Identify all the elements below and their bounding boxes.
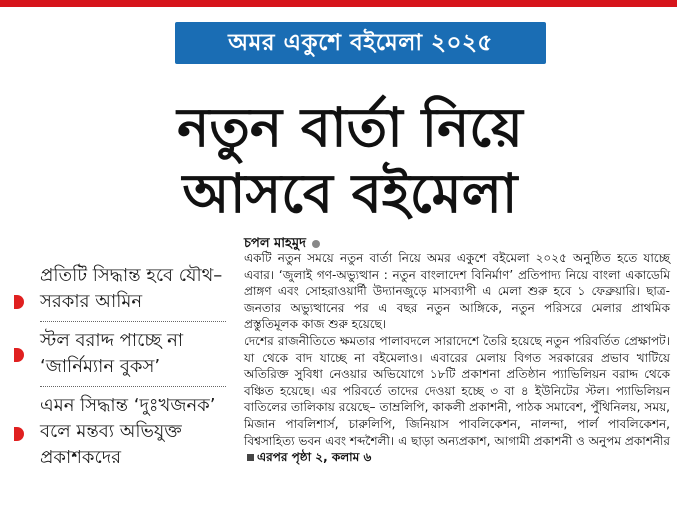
article-paragraph-2-text: দেশের রাজনীতিতে ক্ষমতার পালাবদলে সারাদেশে তৈরি হয়েছে নতুন পরিবর্তিত প্রেক্ষাপট। যা থেকে বাদ যাচ্ছে না বইমেলাও। এবারের মেলায় বিগত সরকারের প্রভাব খাটিয়ে অতিরিক্ত সুবিধা নেওয়ার অভিযোগে ১৮টি প্রকাশনা প্রতিষ্ঠান প্যাভিলিয়ন বরাদ্দ থেকে বঞ্চিত হয়েছে। এর পরিবর্তে তাদের দেওয়া হচ্ছে ৩ বা ৪ ইউনিটের স্টল। প্যাভিলিয়ন বাতিলের তালিকায় রয়েছে– তাম্রলিপি, কাকলী প্রকাশনী, পাঠক সমাবেশ, পুঁথিনিলয়, সময়, মিজান পাবলিশার্স, চারুলিপি, জিনিয়াস পাবলিকেশন, নালন্দা, পার্ল পাবলিকেশন, বিশ্বসাহিত্য ভবন এবং শব্দশৈলী। এ ছাড়া অন্যপ্রকাশ, আগামী প্রকাশনী ও অনুপম প্রকাশনীর (244, 333, 670, 448)
continuation-text: এরপর পৃষ্ঠা ২, কলাম ৬ (257, 450, 372, 465)
related-story-1[interactable] (0, 263, 230, 315)
sidebar-divider (40, 321, 226, 322)
section-banner-text: অমর একুশে বইমেলা ২০২৫ (228, 29, 493, 56)
bullet-marker-icon (14, 295, 24, 309)
sidebar-divider (40, 386, 226, 387)
top-red-rule (0, 0, 677, 7)
section-banner (175, 22, 546, 64)
author-name: চপল মাহমুদ (244, 236, 306, 251)
related-story-1-text: প্রতিটি সিদ্ধান্ত হবে যৌথ– সরকার আমিন (40, 265, 223, 312)
byline-dot-icon (312, 240, 320, 248)
related-stories-sidebar (0, 263, 230, 471)
related-story-2[interactable] (0, 328, 230, 380)
continuation-note[interactable] (244, 450, 371, 464)
headline-line-2: আসবে বইমেলা (182, 162, 518, 225)
related-story-3-text: এমন সিদ্ধান্ত ‘দুঃখজনক’ বলে মন্তব্য অভিযুক্ত প্রকাশকদের (40, 395, 216, 468)
article-paragraph-2 (244, 333, 670, 466)
bullet-marker-icon (14, 427, 24, 441)
related-story-3[interactable] (0, 393, 230, 471)
related-story-2-text: স্টল বরাদ্দ পাচ্ছে না ‘জার্নিম্যান বুকস’ (40, 330, 184, 377)
headline (110, 95, 590, 227)
headline-line-1: নতুন বার্তা নিয়ে (177, 96, 523, 159)
article-paragraph-1: একটি নতুন সময়ে নতুন বার্তা নিয়ে অমর একুশে বইমেলা ২০২৫ অনুষ্ঠিত হতে যাচ্ছে এবার। ‘জুলাই গণ-অভ্যুত্থান : নতুন বাংলাদেশ বিনির্মাণ’ প্রতিপাদ্য নিয়ে বাংলা একাডেমি প্রাঙ্গণ এবং সোহরাওয়ার্দী উদ্যানজুড়ে মাসব্যাপী এ মেলা শুরু হবে ১ ফেব্রুয়ারি। ছাত্র-জনতার অভ্যুত্থানের পর এ বছর নতুন আঙ্গিকে, নতুন পরিসরে মেলার প্রাথমিক প্রস্তুতিমূলক কাজ শুরু হয়েছে। (244, 251, 670, 332)
square-marker-icon (247, 454, 254, 461)
bullet-marker-icon (14, 348, 24, 362)
article-body (244, 250, 670, 466)
